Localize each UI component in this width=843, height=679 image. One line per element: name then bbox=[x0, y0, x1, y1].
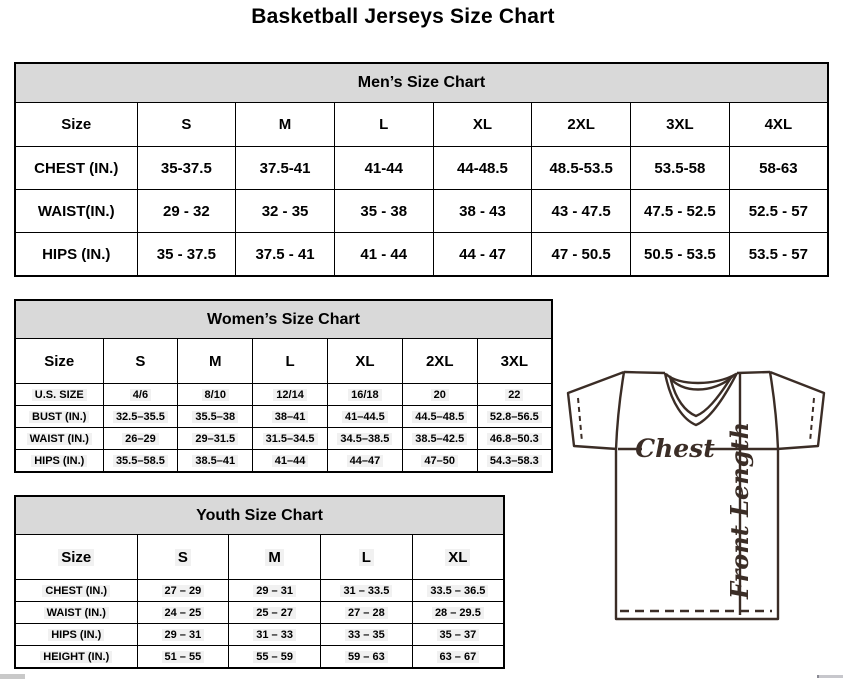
size-cell: 16/18 bbox=[327, 384, 402, 406]
page-title: Basketball Jerseys Size Chart bbox=[251, 5, 555, 28]
size-cell: 59 – 63 bbox=[321, 646, 413, 669]
size-cell: 55 – 59 bbox=[229, 646, 321, 669]
size-cell: 54.3–58.3 bbox=[477, 450, 552, 473]
size-cell: 29–31.5 bbox=[178, 428, 253, 450]
row-label: HIPS (IN.) bbox=[15, 233, 137, 277]
size-cell: 31 – 33.5 bbox=[321, 580, 413, 602]
size-cell: 22 bbox=[477, 384, 552, 406]
womens-hips-row bbox=[15, 450, 552, 473]
size-cell: 51 – 55 bbox=[137, 646, 229, 669]
size-cell: 37.5-41 bbox=[236, 147, 335, 190]
size-cell: 37.5 - 41 bbox=[236, 233, 335, 277]
womens-waist-row bbox=[15, 428, 552, 450]
youth-height-row bbox=[15, 646, 504, 669]
size-cell: 53.5 - 57 bbox=[729, 233, 828, 277]
size-cell: 35-37.5 bbox=[137, 147, 236, 190]
row-label: WAIST(IN.) bbox=[15, 190, 137, 233]
size-cell: 31 – 33 bbox=[229, 624, 321, 646]
size-cell: 24 – 25 bbox=[137, 602, 229, 624]
mens-waist-row bbox=[15, 190, 828, 233]
size-cell: 20 bbox=[402, 384, 477, 406]
jersey-left-cuff-dashes bbox=[578, 398, 582, 442]
mens-col-header: 2XL bbox=[532, 103, 631, 147]
mens-size-table bbox=[14, 62, 829, 277]
size-cell: 41 - 44 bbox=[334, 233, 433, 277]
size-cell: 12/14 bbox=[253, 384, 328, 406]
size-cell: 29 – 31 bbox=[137, 624, 229, 646]
size-cell: 41–44.5 bbox=[327, 406, 402, 428]
youth-header-row bbox=[15, 535, 504, 580]
size-cell: 41–44 bbox=[253, 450, 328, 473]
size-cell: 38–41 bbox=[253, 406, 328, 428]
size-cell: 44 - 47 bbox=[433, 233, 532, 277]
size-cell: 46.8–50.3 bbox=[477, 428, 552, 450]
row-label: HIPS (IN.) bbox=[15, 450, 103, 473]
mens-col-header: L bbox=[334, 103, 433, 147]
womens-col-header: Size bbox=[15, 339, 103, 384]
size-cell: 8/10 bbox=[178, 384, 253, 406]
mens-col-header: XL bbox=[433, 103, 532, 147]
size-cell: 63 – 67 bbox=[412, 646, 504, 669]
womens-col-header: L bbox=[253, 339, 328, 384]
size-cell: 29 – 31 bbox=[229, 580, 321, 602]
mens-header-row bbox=[15, 103, 828, 147]
womens-table-title: Women’s Size Chart bbox=[15, 300, 552, 339]
size-cell: 34.5–38.5 bbox=[327, 428, 402, 450]
size-cell: 44–47 bbox=[327, 450, 402, 473]
size-cell: 35 - 38 bbox=[334, 190, 433, 233]
size-cell: 47–50 bbox=[402, 450, 477, 473]
size-cell: 32 - 35 bbox=[236, 190, 335, 233]
mens-col-header: 3XL bbox=[631, 103, 730, 147]
womens-col-header: M bbox=[178, 339, 253, 384]
size-cell: 52.5 - 57 bbox=[729, 190, 828, 233]
youth-col-header: M bbox=[229, 535, 321, 580]
size-cell: 44.5–48.5 bbox=[402, 406, 477, 428]
row-label: CHEST (IN.) bbox=[15, 147, 137, 190]
size-cell: 33.5 – 36.5 bbox=[412, 580, 504, 602]
row-label: U.S. SIZE bbox=[15, 384, 103, 406]
mens-col-header: 4XL bbox=[729, 103, 828, 147]
womens-header-row bbox=[15, 339, 552, 384]
size-cell: 43 - 47.5 bbox=[532, 190, 631, 233]
womens-size-table bbox=[14, 299, 553, 473]
size-cell: 47 - 50.5 bbox=[532, 233, 631, 277]
horizontal-scrollbar-fragment-right[interactable] bbox=[817, 675, 843, 678]
row-label: HEIGHT (IN.) bbox=[15, 646, 137, 669]
size-cell: 31.5–34.5 bbox=[253, 428, 328, 450]
size-cell: 35.5–58.5 bbox=[103, 450, 178, 473]
front-length-label: Front Length bbox=[725, 421, 754, 599]
size-cell: 26–29 bbox=[103, 428, 178, 450]
row-label: BUST (IN.) bbox=[15, 406, 103, 428]
size-cell: 47.5 - 52.5 bbox=[631, 190, 730, 233]
size-cell: 50.5 - 53.5 bbox=[631, 233, 730, 277]
mens-chest-row bbox=[15, 147, 828, 190]
youth-size-table bbox=[14, 495, 505, 669]
youth-waist-row bbox=[15, 602, 504, 624]
size-cell: 29 - 32 bbox=[137, 190, 236, 233]
mens-col-header: S bbox=[137, 103, 236, 147]
womens-col-header: S bbox=[103, 339, 178, 384]
chest-label: Chest bbox=[635, 434, 715, 463]
horizontal-scrollbar-fragment-left[interactable] bbox=[0, 674, 25, 679]
size-cell: 38 - 43 bbox=[433, 190, 532, 233]
size-cell: 27 – 28 bbox=[321, 602, 413, 624]
size-cell: 58-63 bbox=[729, 147, 828, 190]
youth-col-header: S bbox=[137, 535, 229, 580]
row-label: CHEST (IN.) bbox=[15, 580, 137, 602]
size-cell: 27 – 29 bbox=[137, 580, 229, 602]
mens-hips-row bbox=[15, 233, 828, 277]
size-cell: 38.5–41 bbox=[178, 450, 253, 473]
youth-table-title: Youth Size Chart bbox=[15, 496, 504, 535]
size-cell: 35 - 37.5 bbox=[137, 233, 236, 277]
size-cell: 28 – 29.5 bbox=[412, 602, 504, 624]
womens-col-header: 3XL bbox=[477, 339, 552, 384]
row-label: WAIST (IN.) bbox=[15, 428, 103, 450]
youth-col-header: L bbox=[321, 535, 413, 580]
mens-col-header: M bbox=[236, 103, 335, 147]
youth-col-header: Size bbox=[15, 535, 137, 580]
mens-table-title: Men’s Size Chart bbox=[15, 63, 828, 103]
jersey-right-cuff-dashes bbox=[810, 398, 814, 442]
size-cell: 35.5–38 bbox=[178, 406, 253, 428]
womens-ussize-row bbox=[15, 384, 552, 406]
youth-hips-row bbox=[15, 624, 504, 646]
size-cell: 41-44 bbox=[334, 147, 433, 190]
row-label: HIPS (IN.) bbox=[15, 624, 137, 646]
youth-col-header: XL bbox=[412, 535, 504, 580]
womens-col-header: 2XL bbox=[402, 339, 477, 384]
row-label: WAIST (IN.) bbox=[15, 602, 137, 624]
size-cell: 52.8–56.5 bbox=[477, 406, 552, 428]
size-cell: 32.5–35.5 bbox=[103, 406, 178, 428]
size-cell: 44-48.5 bbox=[433, 147, 532, 190]
size-cell: 33 – 35 bbox=[321, 624, 413, 646]
size-cell: 25 – 27 bbox=[229, 602, 321, 624]
size-cell: 53.5-58 bbox=[631, 147, 730, 190]
womens-col-header: XL bbox=[327, 339, 402, 384]
size-cell: 4/6 bbox=[103, 384, 178, 406]
mens-col-header: Size bbox=[15, 103, 137, 147]
size-cell: 38.5–42.5 bbox=[402, 428, 477, 450]
jersey-measurement-diagram bbox=[558, 362, 834, 628]
size-cell: 35 – 37 bbox=[412, 624, 504, 646]
youth-chest-row bbox=[15, 580, 504, 602]
size-cell: 48.5-53.5 bbox=[532, 147, 631, 190]
womens-bust-row bbox=[15, 406, 552, 428]
